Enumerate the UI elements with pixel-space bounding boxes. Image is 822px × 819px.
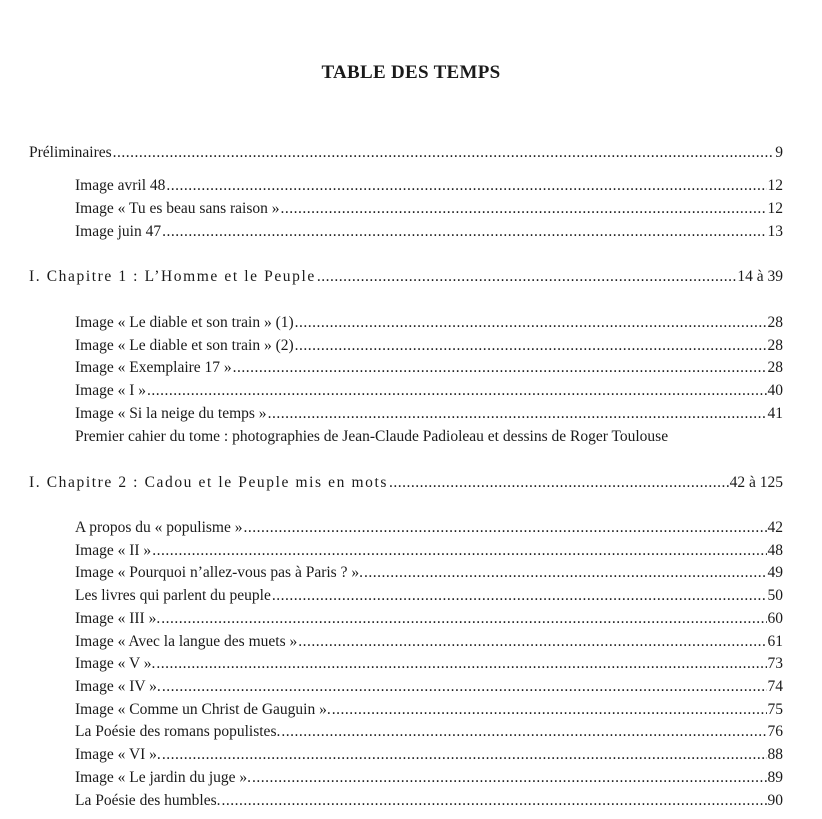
dot-leader [281, 199, 767, 219]
toc-entry-page: 42 [767, 519, 783, 536]
dot-leader [113, 143, 775, 163]
dot-leader [295, 313, 767, 333]
toc-entry [75, 586, 783, 606]
toc-entry-preliminaires [29, 143, 783, 163]
toc-entry-page: 13 [767, 223, 783, 240]
toc-entry-page: 61 [767, 633, 783, 650]
toc-entry [75, 654, 783, 674]
dot-leader [268, 404, 767, 424]
toc-chapter-label: I. Chapitre 1 : L’Homme et le Peuple [29, 268, 316, 285]
toc-entry-label: Image « Tu es beau sans raison » [75, 200, 280, 217]
toc-entry-label: Image « Comme un Christ de Gauguin ». [75, 701, 331, 718]
dot-leader [317, 267, 736, 287]
toc-entry [75, 404, 783, 424]
toc-entry [75, 632, 783, 652]
dot-leader [298, 632, 766, 652]
toc-entry-page: 89 [767, 769, 783, 786]
dot-leader [272, 586, 767, 606]
dot-leader [161, 609, 766, 629]
dot-leader [389, 473, 729, 493]
page-title: TABLE DES TEMPS [321, 62, 501, 83]
dot-leader [281, 722, 766, 742]
toc-entry-page: 73 [767, 655, 783, 672]
dot-leader [364, 563, 767, 583]
toc-entry-label: Image « Le diable et son train » (1) [75, 314, 294, 331]
toc-entry [75, 745, 783, 765]
dot-leader [162, 677, 767, 697]
toc-entry [75, 199, 783, 219]
toc-chapter-2 [29, 473, 783, 493]
dot-leader [147, 381, 766, 401]
toc-entry-page: 40 [767, 382, 783, 399]
toc-entry-label: La Poésie des romans populistes. [75, 723, 281, 740]
toc-entry-label: Image juin 47 [75, 223, 162, 240]
toc-entry-page: 41 [767, 405, 783, 422]
toc-entry [75, 700, 783, 720]
toc-entry-label: Image « II » [75, 542, 152, 559]
toc-entry [75, 791, 783, 811]
toc-entry-label: Image « Le jardin du juge ». [75, 769, 252, 786]
toc-entry-page: 28 [767, 337, 783, 354]
dot-leader [332, 700, 767, 720]
dot-leader [252, 768, 766, 788]
toc-entry-label: Image « Si la neige du temps » [75, 405, 267, 422]
toc-entry-label: Image « III ». [75, 610, 161, 627]
dot-leader [244, 518, 767, 538]
toc-entry [75, 176, 783, 196]
toc-note [75, 427, 783, 447]
toc-entry-page: 12 [767, 200, 783, 217]
toc-entry [75, 313, 783, 333]
toc-entry-page: 9 [775, 144, 783, 161]
toc-entry [75, 518, 783, 538]
dot-leader [166, 176, 766, 196]
toc-entry-page: 12 [767, 177, 783, 194]
toc-entry-page: 75 [767, 701, 783, 718]
toc-entry-page: 76 [767, 723, 783, 740]
toc-entry-label: Image avril 48 [75, 177, 166, 194]
toc-entry-page: 74 [767, 678, 783, 695]
toc-chapter-label: I. Chapitre 2 : Cadou et le Peuple mis en mots [29, 474, 389, 491]
toc-entry-label: Image « Le diable et son train » (2) [75, 337, 294, 354]
toc-entry-label: Les livres qui parlent du peuple [75, 587, 271, 604]
toc-chapter-page: 42 à 125 [729, 474, 783, 491]
toc-entry [75, 222, 783, 242]
toc-entry-label: Image « Avec la langue des muets » [75, 633, 298, 650]
toc-entry-page: 60 [767, 610, 783, 627]
toc-note-text: Premier cahier du tome : photographies de Jean-Claude Padioleau et dessins de Roger Toulouse [75, 428, 669, 445]
toc-entry-page: 48 [767, 542, 783, 559]
dot-leader [156, 654, 766, 674]
toc-entry-page: 28 [767, 359, 783, 376]
toc-entry-page: 50 [767, 587, 783, 604]
toc-chapter-page: 14 à 39 [737, 268, 783, 285]
toc-entry [75, 381, 783, 401]
toc-entry-page: 90 [767, 792, 783, 809]
toc-entry-label: Image « VI ». [75, 746, 161, 763]
dot-leader [152, 541, 766, 561]
dot-leader [162, 745, 767, 765]
toc-entry [75, 722, 783, 742]
toc-entry-label: Image « Pourquoi n’allez-vous pas à Paris ? ». [75, 564, 363, 581]
toc-entry-label: Préliminaires [29, 144, 112, 161]
toc-entry-page: 88 [767, 746, 783, 763]
toc-entry [75, 563, 783, 583]
toc-entry-label: Image « V ». [75, 655, 156, 672]
toc-entry-label: La Poésie des humbles. [75, 792, 221, 809]
toc-entry-label: A propos du « populisme » [75, 519, 243, 536]
toc-entry [75, 336, 783, 356]
toc-entry [75, 768, 783, 788]
toc-entry [75, 358, 783, 378]
toc-chapter-1 [29, 267, 783, 287]
dot-leader [295, 336, 767, 356]
toc-entry-page: 28 [767, 314, 783, 331]
toc-entry-label: Image « IV ». [75, 678, 161, 695]
toc-entry [75, 677, 783, 697]
toc-entry-label: Image « I » [75, 382, 147, 399]
toc-entry [75, 609, 783, 629]
dot-leader [233, 358, 767, 378]
toc-entry-page: 49 [767, 564, 783, 581]
toc-entry [75, 541, 783, 561]
dot-leader [222, 791, 767, 811]
toc-entry-label: Image « Exemplaire 17 » [75, 359, 232, 376]
dot-leader [162, 222, 766, 242]
